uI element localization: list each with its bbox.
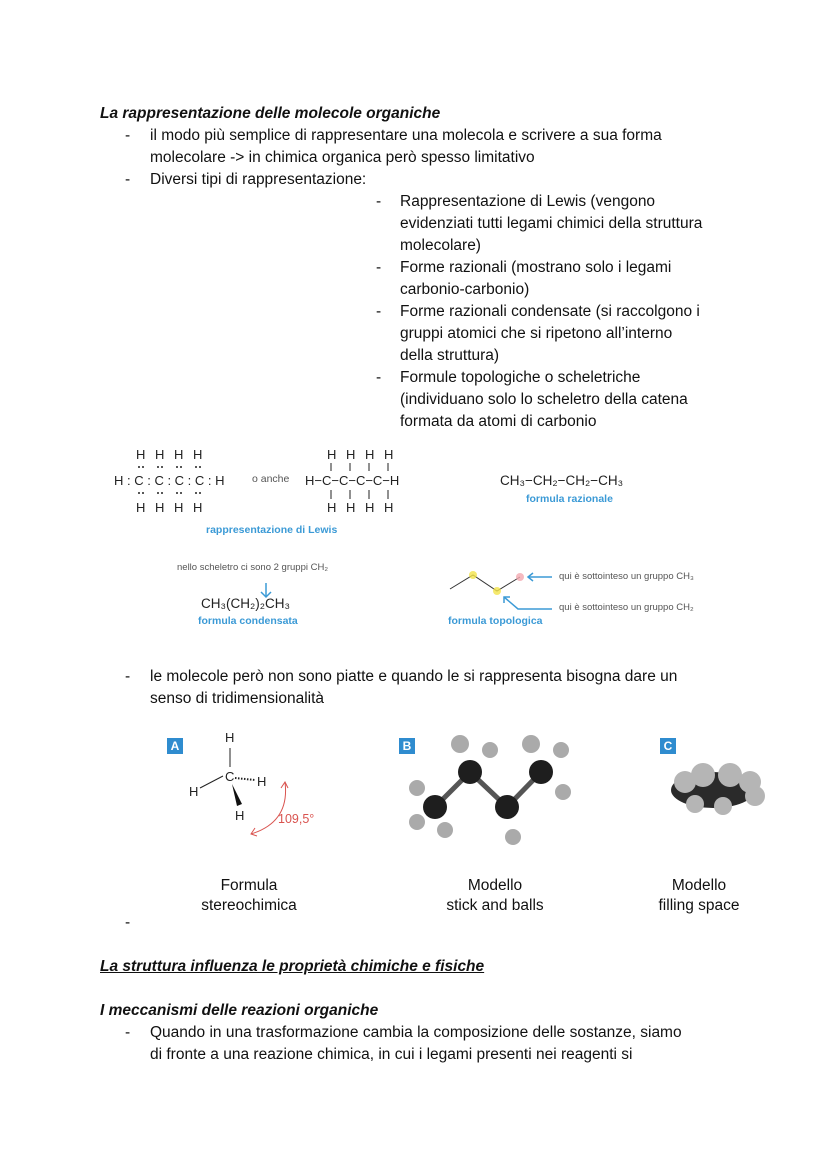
svg-text:H−C−C−C−C−H: H−C−C−C−C−H xyxy=(305,473,400,488)
sub-bullet-text: (individuano solo lo scheletro della catena xyxy=(400,391,688,408)
caption-line: stereochimica xyxy=(201,897,297,914)
bullet-text: Quando in una trasformazione cambia la composizione delle sostanze, siamo xyxy=(150,1024,682,1041)
section-heading: I meccanismi delle reazioni organiche xyxy=(100,1002,379,1019)
bullet-text: di fronte a una reazione chimica, in cui i legami presenti nei reagenti si xyxy=(150,1046,633,1063)
svg-text:H: H xyxy=(193,447,203,462)
space-filling-model xyxy=(671,763,765,815)
ch3-note: qui è sottointeso un gruppo CH₃ xyxy=(559,571,694,582)
stick-and-balls-model xyxy=(409,735,571,845)
sub-bullet-text: Forme razionali (mostrano solo i legami xyxy=(400,259,672,276)
bullet-dash: - xyxy=(125,668,131,685)
sub-bullet-dash: - xyxy=(376,303,382,320)
svg-text:H: H xyxy=(327,447,337,462)
sub-bullet-dash: - xyxy=(376,369,382,386)
svg-text:H: H xyxy=(235,808,245,823)
bullet-text: il modo più semplice di rappresentare una molecola e scrivere a sua forma xyxy=(150,127,662,144)
section-heading: La rappresentazione delle molecole organiche xyxy=(100,105,441,122)
sub-bullet-text: della struttura) xyxy=(400,347,500,364)
sub-bullet-text: molecolare) xyxy=(400,237,481,254)
ch2-note: qui è sottointeso un gruppo CH₂ xyxy=(559,602,694,613)
svg-text:H: H xyxy=(365,447,375,462)
caption-line: filling space xyxy=(658,897,740,914)
topological-label: formula topologica xyxy=(448,615,543,627)
structural-formula xyxy=(305,447,399,515)
svg-text:H: H xyxy=(384,447,394,462)
section-heading: La struttura influenza le proprietà chimiche e fisiche xyxy=(100,958,485,975)
topological-skeleton xyxy=(261,571,552,609)
sub-bullet-text: Formule topologiche o scheletriche xyxy=(400,369,641,386)
svg-text:H: H xyxy=(189,784,199,799)
svg-text:H: H xyxy=(174,500,184,515)
caption-line: Formula xyxy=(220,877,278,894)
svg-text:H : C : C : C : C : H: H : C : C : C : C : H xyxy=(114,473,225,488)
condensed-formula: CH₃(CH₂)₂CH₃ xyxy=(201,596,290,611)
caption-line: Modello xyxy=(467,877,523,894)
svg-text:H: H xyxy=(365,500,375,515)
rational-formula: CH₃−CH₂−CH₂−CH₃ xyxy=(500,473,624,488)
bullet-text: Diversi tipi di rappresentazione: xyxy=(150,171,367,188)
3d-models-figure xyxy=(155,712,778,928)
lewis-label: rappresentazione di Lewis xyxy=(206,524,338,536)
sub-bullet-dash: - xyxy=(376,259,382,276)
bullet-dash: - xyxy=(125,127,131,144)
svg-text:H: H xyxy=(346,447,356,462)
svg-text:C: C xyxy=(225,769,235,784)
sub-bullet-text: Forme razionali condensate (si raccolgono i xyxy=(400,303,700,320)
bullet-dash: - xyxy=(125,1024,131,1041)
o-anche-text: o anche xyxy=(252,473,290,485)
svg-text:H: H xyxy=(174,447,184,462)
svg-text:H: H xyxy=(346,500,356,515)
sub-bullet-text: carbonio-carbonio) xyxy=(400,281,530,298)
badge-c: C xyxy=(660,738,676,754)
bullet-dash: - xyxy=(125,171,131,188)
rational-label: formula razionale xyxy=(526,493,613,505)
svg-text:H: H xyxy=(136,500,146,515)
svg-text:H: H xyxy=(155,500,165,515)
bullet-dash: - xyxy=(125,914,131,931)
molecule-representations-figure xyxy=(100,437,728,637)
bond-angle-label: 109,5° xyxy=(278,812,315,826)
badge-b: B xyxy=(399,738,415,754)
sub-bullet-text: Rappresentazione di Lewis (vengono xyxy=(400,193,656,210)
caption-stick-balls xyxy=(425,876,565,916)
stereochemical-formula xyxy=(189,730,288,836)
caption-stereochemical xyxy=(179,876,319,916)
skeleton-note: nello scheletro ci sono 2 gruppi CH₂ xyxy=(177,562,329,573)
sub-bullet-dash: - xyxy=(376,193,382,210)
svg-text:H: H xyxy=(225,730,235,745)
lewis-structure xyxy=(114,447,225,515)
caption-space-filling xyxy=(629,876,769,916)
bullet-text: le molecole però non sono piatte e quando le si rappresenta bisogna dare un xyxy=(150,668,678,685)
bullet-text: senso di tridimensionalità xyxy=(150,690,325,707)
svg-text:H: H xyxy=(155,447,165,462)
badge-a: A xyxy=(167,738,183,754)
sub-bullet-text: evidenziati tutti legami chimici della struttura xyxy=(400,215,703,232)
bullet-text: molecolare -> in chimica organica però spesso limitativo xyxy=(150,149,535,166)
svg-text:H: H xyxy=(327,500,337,515)
svg-text:H: H xyxy=(257,774,267,789)
caption-line: stick and balls xyxy=(446,897,544,914)
sub-bullet-text: formata da atomi di carbonio xyxy=(400,413,597,430)
svg-text:H: H xyxy=(384,500,394,515)
sub-bullet-text: gruppi atomici che si ripetono all’interno xyxy=(400,325,673,342)
condensed-label: formula condensata xyxy=(198,615,298,627)
svg-text:H: H xyxy=(193,500,203,515)
svg-text:H: H xyxy=(136,447,146,462)
caption-line: Modello xyxy=(671,877,727,894)
